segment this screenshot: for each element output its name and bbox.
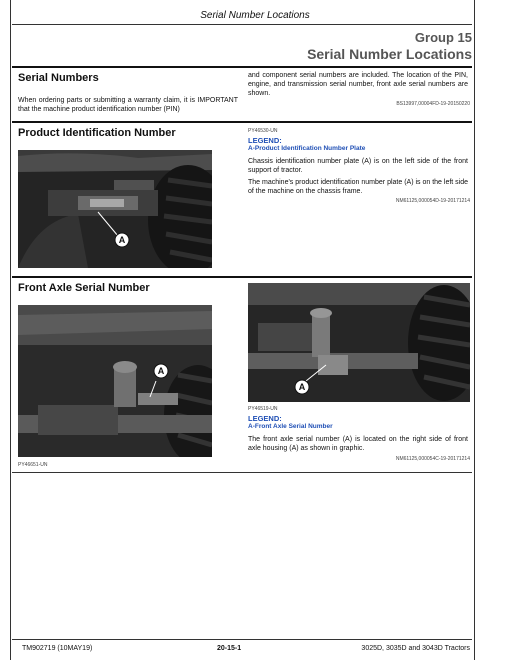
front-axle-figure-ref-right: PY46519-UN bbox=[248, 406, 278, 412]
front-axle-legend-item: A-Front Axle Serial Number bbox=[248, 423, 333, 430]
header-rule bbox=[12, 24, 472, 25]
left-margin-line bbox=[10, 0, 11, 660]
section-end-rule bbox=[12, 472, 472, 473]
front-axle-callout-left: A bbox=[157, 366, 165, 376]
front-axle-photo-right bbox=[248, 283, 470, 402]
pin-paragraph-1: Chassis identification number plate (A) is on the left side of the front support of tractor. bbox=[248, 158, 468, 174]
front-axle-ref: NM61125,000054C-19-20171214 bbox=[395, 456, 470, 462]
group-title: Serial Number Locations bbox=[307, 46, 472, 62]
serial-numbers-ref: BS13997,00004FD-19-20150220 bbox=[396, 101, 470, 107]
pin-photo-graphic bbox=[18, 150, 212, 268]
front-axle-photo-right-graphic bbox=[248, 283, 470, 402]
serial-numbers-text-right: and component serial numbers are included. The location of the PIN, engine, and transmission serial number, front axle serial numbers are shown. bbox=[248, 72, 468, 97]
footer-rule bbox=[12, 639, 472, 640]
pin-legend-item: A-Product Identification Number Plate bbox=[248, 145, 366, 152]
front-axle-paragraph: The front axle serial number (A) is located on the right side of front axle housing (A) as shown in graphic. bbox=[248, 436, 468, 452]
pin-figure-ref: PY46530-UN bbox=[248, 128, 278, 134]
section-title-pin: Product Identification Number bbox=[18, 127, 176, 139]
pin-photo bbox=[18, 150, 212, 268]
front-axle-callout-right: A bbox=[298, 382, 306, 392]
section-title-serial-numbers: Serial Numbers bbox=[18, 72, 99, 84]
front-axle-photo-left-graphic bbox=[18, 305, 212, 457]
section-rule-front-axle bbox=[12, 276, 472, 278]
pin-legend-heading: LEGEND: bbox=[248, 136, 282, 145]
group-label: Group 15 bbox=[414, 30, 472, 45]
footer-page-number: 20-15-1 bbox=[217, 645, 242, 652]
pin-paragraph-2: The machine's product identification number plate (A) is on the left side of the machine on the chassis frame. bbox=[248, 179, 469, 195]
pin-ref: NM61125,000054D-19-20171214 bbox=[395, 198, 470, 204]
front-axle-photo-left bbox=[18, 305, 212, 457]
footer-models: 3025D, 3035D and 3043D Tractors bbox=[361, 645, 470, 652]
running-header: Serial Number Locations bbox=[200, 10, 310, 21]
front-axle-figure-ref-left: PY46651-UN bbox=[18, 462, 48, 468]
section-rule-serial-numbers bbox=[12, 66, 472, 68]
serial-numbers-text-left: When ordering parts or submitting a warranty claim, it is IMPORTANT that the machine product identification number (PIN) bbox=[18, 97, 238, 113]
section-title-front-axle: Front Axle Serial Number bbox=[18, 282, 150, 294]
right-margin-line bbox=[474, 0, 475, 660]
front-axle-legend-heading: LEGEND: bbox=[248, 414, 282, 423]
pin-callout: A bbox=[118, 235, 126, 245]
footer-manual-id: TM902719 (10MAY19) bbox=[22, 645, 93, 652]
section-rule-pin bbox=[12, 121, 472, 123]
